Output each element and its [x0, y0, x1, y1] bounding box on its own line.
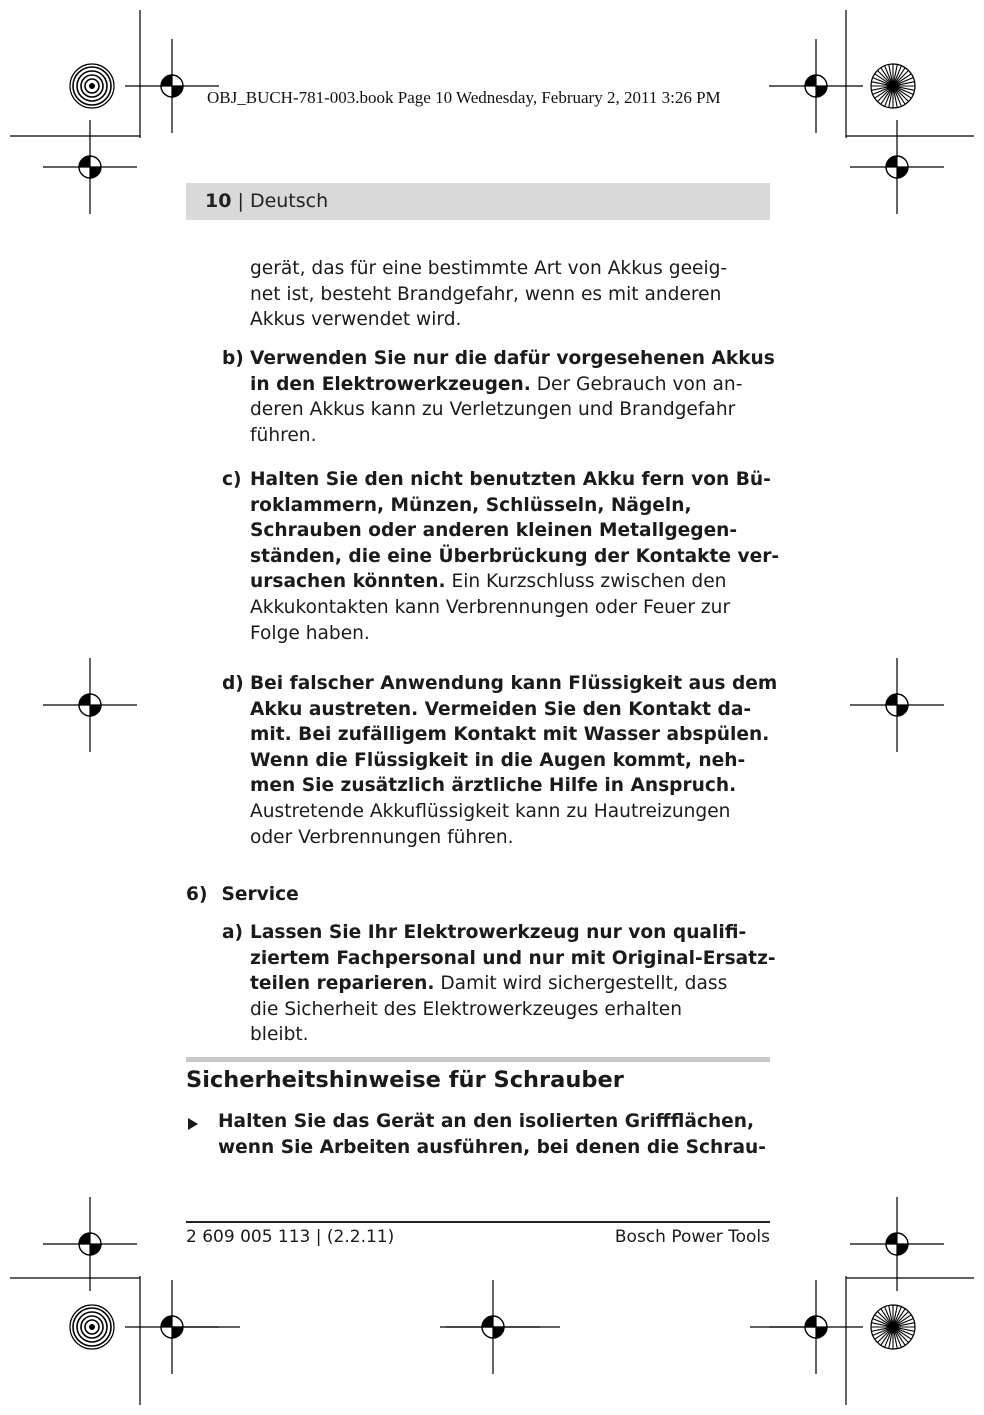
- list-item-b: [222, 346, 790, 448]
- intro-paragraph: gerät, das für eine bestimmte Art von Akkus geeig- net ist, besteht Brandgefahr, wenn es mit anderen Akkus verwendet wird.: [250, 258, 728, 331]
- item-text: Der Gebrauch von an- deren Akkus kann zu Verletzungen und Brandgefahr führen.: [250, 373, 743, 446]
- print-slug: OBJ_BUCH-781-003.book Page 10 Wednesday, February 2, 2011 3:26 PM: [207, 88, 721, 107]
- page-number: 10: [205, 190, 232, 212]
- list-item-6a: [222, 920, 790, 1048]
- section-title: Service: [221, 884, 299, 905]
- list-item-d: [222, 671, 790, 850]
- item-bold-text: Bei falscher Anwendung kann Flüssigkeit aus dem Akku austreten. Vermeiden Sie den Kontakt da- mit. Bei zufälligem Kontakt mit Wasser abspülen. Wenn die Flüssigkeit in die Augen kommt, neh- men Sie zusätzlich ärztliche Hilfe in Anspruch.: [250, 673, 778, 797]
- item-bold-text: Lassen Sie Ihr Elektrowerkzeug nur von qualifi- ziertem Fachpersonal und nur mit Original-Ersatz- teilen reparieren.: [250, 922, 776, 995]
- section-number: 6): [186, 884, 208, 905]
- section-heading: Sicherheitshinweise für Schrauber: [186, 1067, 624, 1093]
- item-bold-text: Verwenden Sie nur die dafür vorgesehenen Akkus in den Elektrowerkzeugen.: [250, 348, 775, 395]
- page-header: [186, 183, 770, 220]
- header-language: Deutsch: [249, 190, 329, 212]
- list-item-c: [222, 467, 790, 646]
- section-divider: [186, 1057, 770, 1062]
- item-label: a): [222, 922, 244, 943]
- section-6-heading: [186, 884, 299, 905]
- item-text: Damit wird sichergestellt, dass die Sicherheit des Elektrowerkzeuges erhalten bleibt.: [250, 973, 728, 1046]
- footer-rule: [186, 1221, 770, 1223]
- header-separator: |: [231, 190, 250, 212]
- item-label: c): [222, 469, 242, 490]
- item-bold-text: Halten Sie den nicht benutzten Akku fern von Bü- roklammern, Münzen, Schlüsseln, Nägeln, Schrauben oder anderen kleinen Metallgegen- ständen, die eine Überbrückung der Kontakte ver- ursachen könnten.: [250, 469, 780, 593]
- footer-right: Bosch Power Tools: [614, 1227, 770, 1247]
- item-label: d): [222, 673, 244, 694]
- footer-left: 2 609 005 113 | (2.2.11): [186, 1227, 395, 1247]
- item-text: Ein Kurzschluss zwischen den Akkukontakten kann Verbrennungen oder Feuer zur Folge haben.: [250, 571, 731, 644]
- item-label: b): [222, 348, 244, 369]
- bullet-text: Halten Sie das Gerät an den isolierten Griffflächen, wenn Sie Arbeiten ausführen, bei denen die Schrau-: [218, 1111, 766, 1158]
- bullet-arrow-icon: [188, 1118, 198, 1130]
- item-text: Austretende Akkuflüssigkeit kann zu Hautreizungen oder Verbrennungen führen.: [250, 800, 731, 848]
